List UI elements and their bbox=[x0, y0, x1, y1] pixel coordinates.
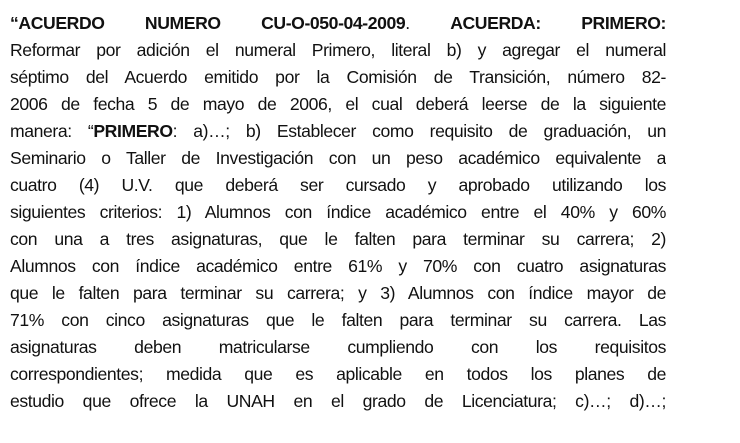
text-line: que le falten para terminar su carrera; y 3) Alumnos con índice mayor de bbox=[10, 283, 666, 303]
text-line: correspondientes; medida que es aplicable en todos los planes de bbox=[10, 364, 666, 384]
text-line: estudio que ofrece la UNAH en el grado de Licenciatura; c)…; d)…; bbox=[10, 391, 666, 411]
text-line: Reformar por adición el numeral Primero, literal b) y agregar el numeral bbox=[10, 40, 666, 60]
text-line-primero bbox=[10, 118, 666, 145]
line4-prefix: manera: “ bbox=[10, 121, 94, 141]
heading-period: . bbox=[405, 13, 410, 33]
primero-label: PRIMERO: bbox=[581, 13, 666, 33]
line4-suffix: : a)…; b) Establecer como requisito de graduación, un bbox=[172, 121, 666, 141]
text-line: Seminario o Taller de Investigación con un peso académico equivalente a bbox=[10, 148, 666, 168]
primero-inline: PRIMERO bbox=[93, 121, 173, 141]
acuerda-label: ACUERDA: bbox=[450, 13, 541, 33]
document-body bbox=[10, 10, 666, 415]
acuerdo-number: “ACUERDO NUMERO CU-O-050-04-2009 bbox=[10, 13, 406, 33]
text-line: séptimo del Acuerdo emitido por la Comisión de Transición, número 82- bbox=[10, 67, 666, 87]
text-line: 2006 de fecha 5 de mayo de 2006, el cual deberá leerse de la siguiente bbox=[10, 94, 666, 114]
heading-line bbox=[10, 10, 666, 37]
text-line: 71% con cinco asignaturas que le falten para terminar su carrera. Las bbox=[10, 310, 666, 330]
text-line: cuatro (4) U.V. que deberá ser cursado y aprobado utilizando los bbox=[10, 175, 666, 195]
text-line: asignaturas deben matricularse cumpliendo con los requisitos bbox=[10, 337, 666, 357]
text-line: Alumnos con índice académico entre 61% y 70% con cuatro asignaturas bbox=[10, 256, 666, 276]
text-line: siguientes criterios: 1) Alumnos con índice académico entre el 40% y 60% bbox=[10, 202, 666, 222]
text-line: con una a tres asignaturas, que le falten para terminar su carrera; 2) bbox=[10, 229, 666, 249]
